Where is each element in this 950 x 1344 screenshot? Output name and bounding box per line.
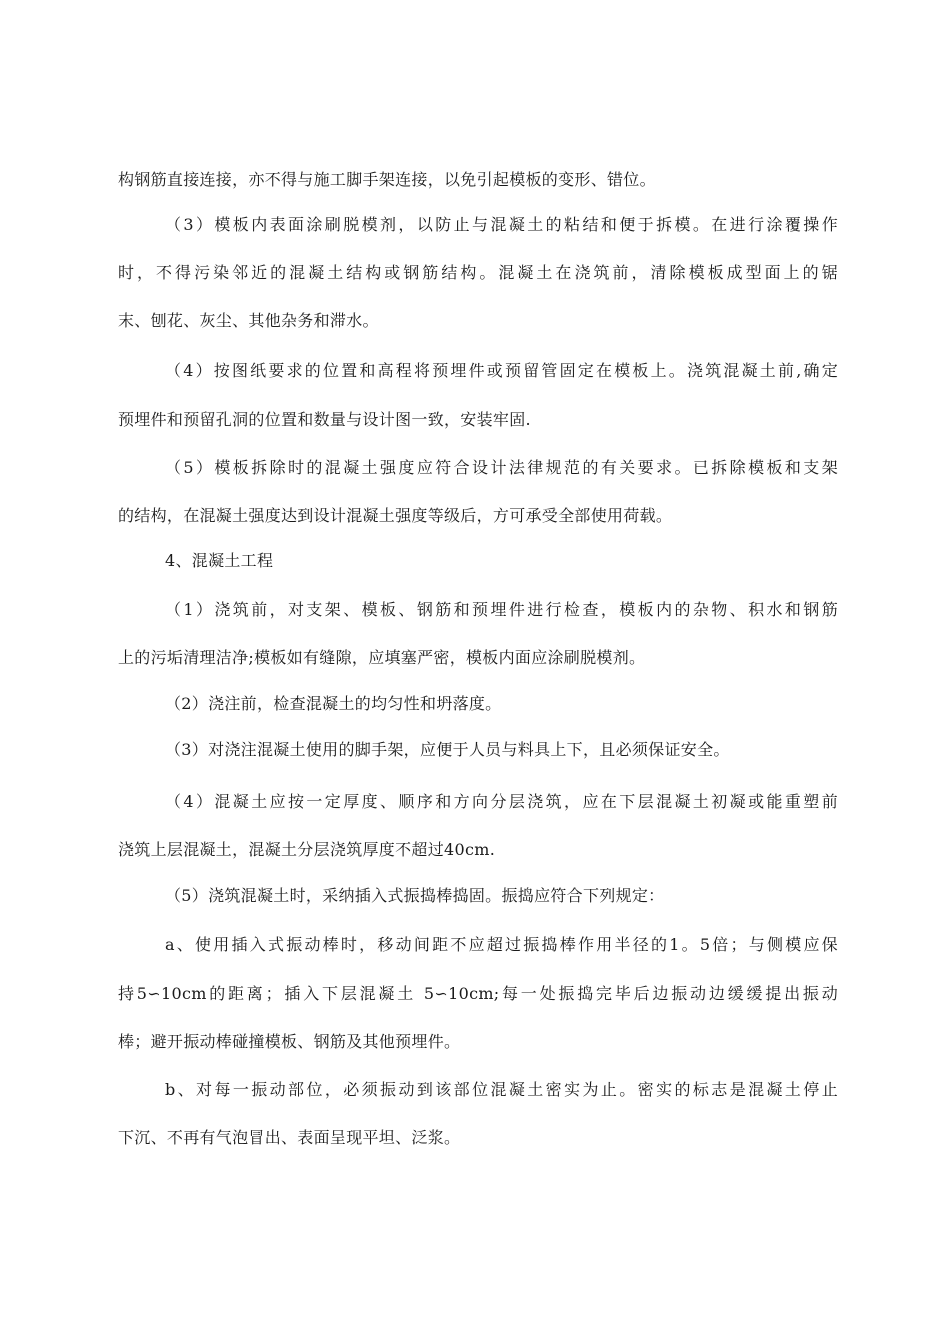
paragraph-line: （1）浇筑前，对支架、模板、钢筋和预埋件进行检查，模板内的杂物、积水和钢筋 — [165, 600, 838, 619]
paragraph-line: 末、刨花、灰尘、其他杂务和滞水。 — [118, 311, 379, 330]
paragraph-line: a、使用插入式振动棒时，移动间距不应超过振捣棒作用半径的1。5倍；与侧模应保 — [165, 935, 838, 954]
section-heading: 4、混凝土工程 — [165, 551, 274, 570]
paragraph-line: （5）浇筑混凝土时，采纳插入式振捣棒捣固。振捣应符合下列规定： — [165, 886, 665, 905]
paragraph-line: （4）按图纸要求的位置和高程将预埋件或预留管固定在模板上。浇筑混凝土前,确定 — [165, 361, 838, 380]
paragraph-line: 上的污垢清理洁净;模板如有缝隙，应填塞严密，模板内面应涂刷脱模剂。 — [118, 648, 646, 667]
paragraph-line: 预埋件和预留孔洞的位置和数量与设计图一致，安装牢固. — [118, 410, 531, 429]
paragraph-line: 构钢筋直接连接，亦不得与施工脚手架连接，以免引起模板的变形、错位。 — [118, 170, 656, 189]
paragraph-line: b、对每一振动部位，必须振动到该部位混凝土密实为止。密实的标志是混凝土停止 — [165, 1080, 838, 1099]
paragraph-line: （3）对浇注混凝土使用的脚手架，应便于人员与料具上下，且必须保证安全。 — [165, 740, 730, 759]
paragraph-line: 下沉、不再有气泡冒出、表面呈现平坦、泛浆。 — [118, 1128, 461, 1147]
paragraph-line: 时，不得污染邻近的混凝土结构或钢筋结构。混凝土在浇筑前，清除模板成型面上的锯 — [118, 263, 838, 282]
paragraph-line: 棒；避开振动棒碰撞模板、钢筋及其他预埋件。 — [118, 1032, 461, 1051]
paragraph-line: （3）模板内表面涂刷脱模剂，以防止与混凝土的粘结和便于拆模。在进行涂覆操作 — [165, 215, 838, 234]
paragraph-line: 浇筑上层混凝土，混凝土分层浇筑厚度不超过40cm. — [118, 840, 496, 859]
paragraph-line: 持5∽10cm的距离；插入下层混凝土 5∽10cm;每一处振捣完毕后边振动边缓缓提出振动 — [118, 984, 838, 1003]
paragraph-line: （5）模板拆除时的混凝土强度应符合设计法律规范的有关要求。已拆除模板和支架 — [165, 458, 838, 477]
paragraph-line: （4）混凝土应按一定厚度、顺序和方向分层浇筑，应在下层混凝土初凝或能重塑前 — [165, 792, 838, 811]
paragraph-line: 的结构，在混凝土强度达到设计混凝土强度等级后，方可承受全部使用荷载。 — [118, 506, 673, 525]
paragraph-line: （2）浇注前，检查混凝土的均匀性和坍落度。 — [165, 694, 502, 713]
